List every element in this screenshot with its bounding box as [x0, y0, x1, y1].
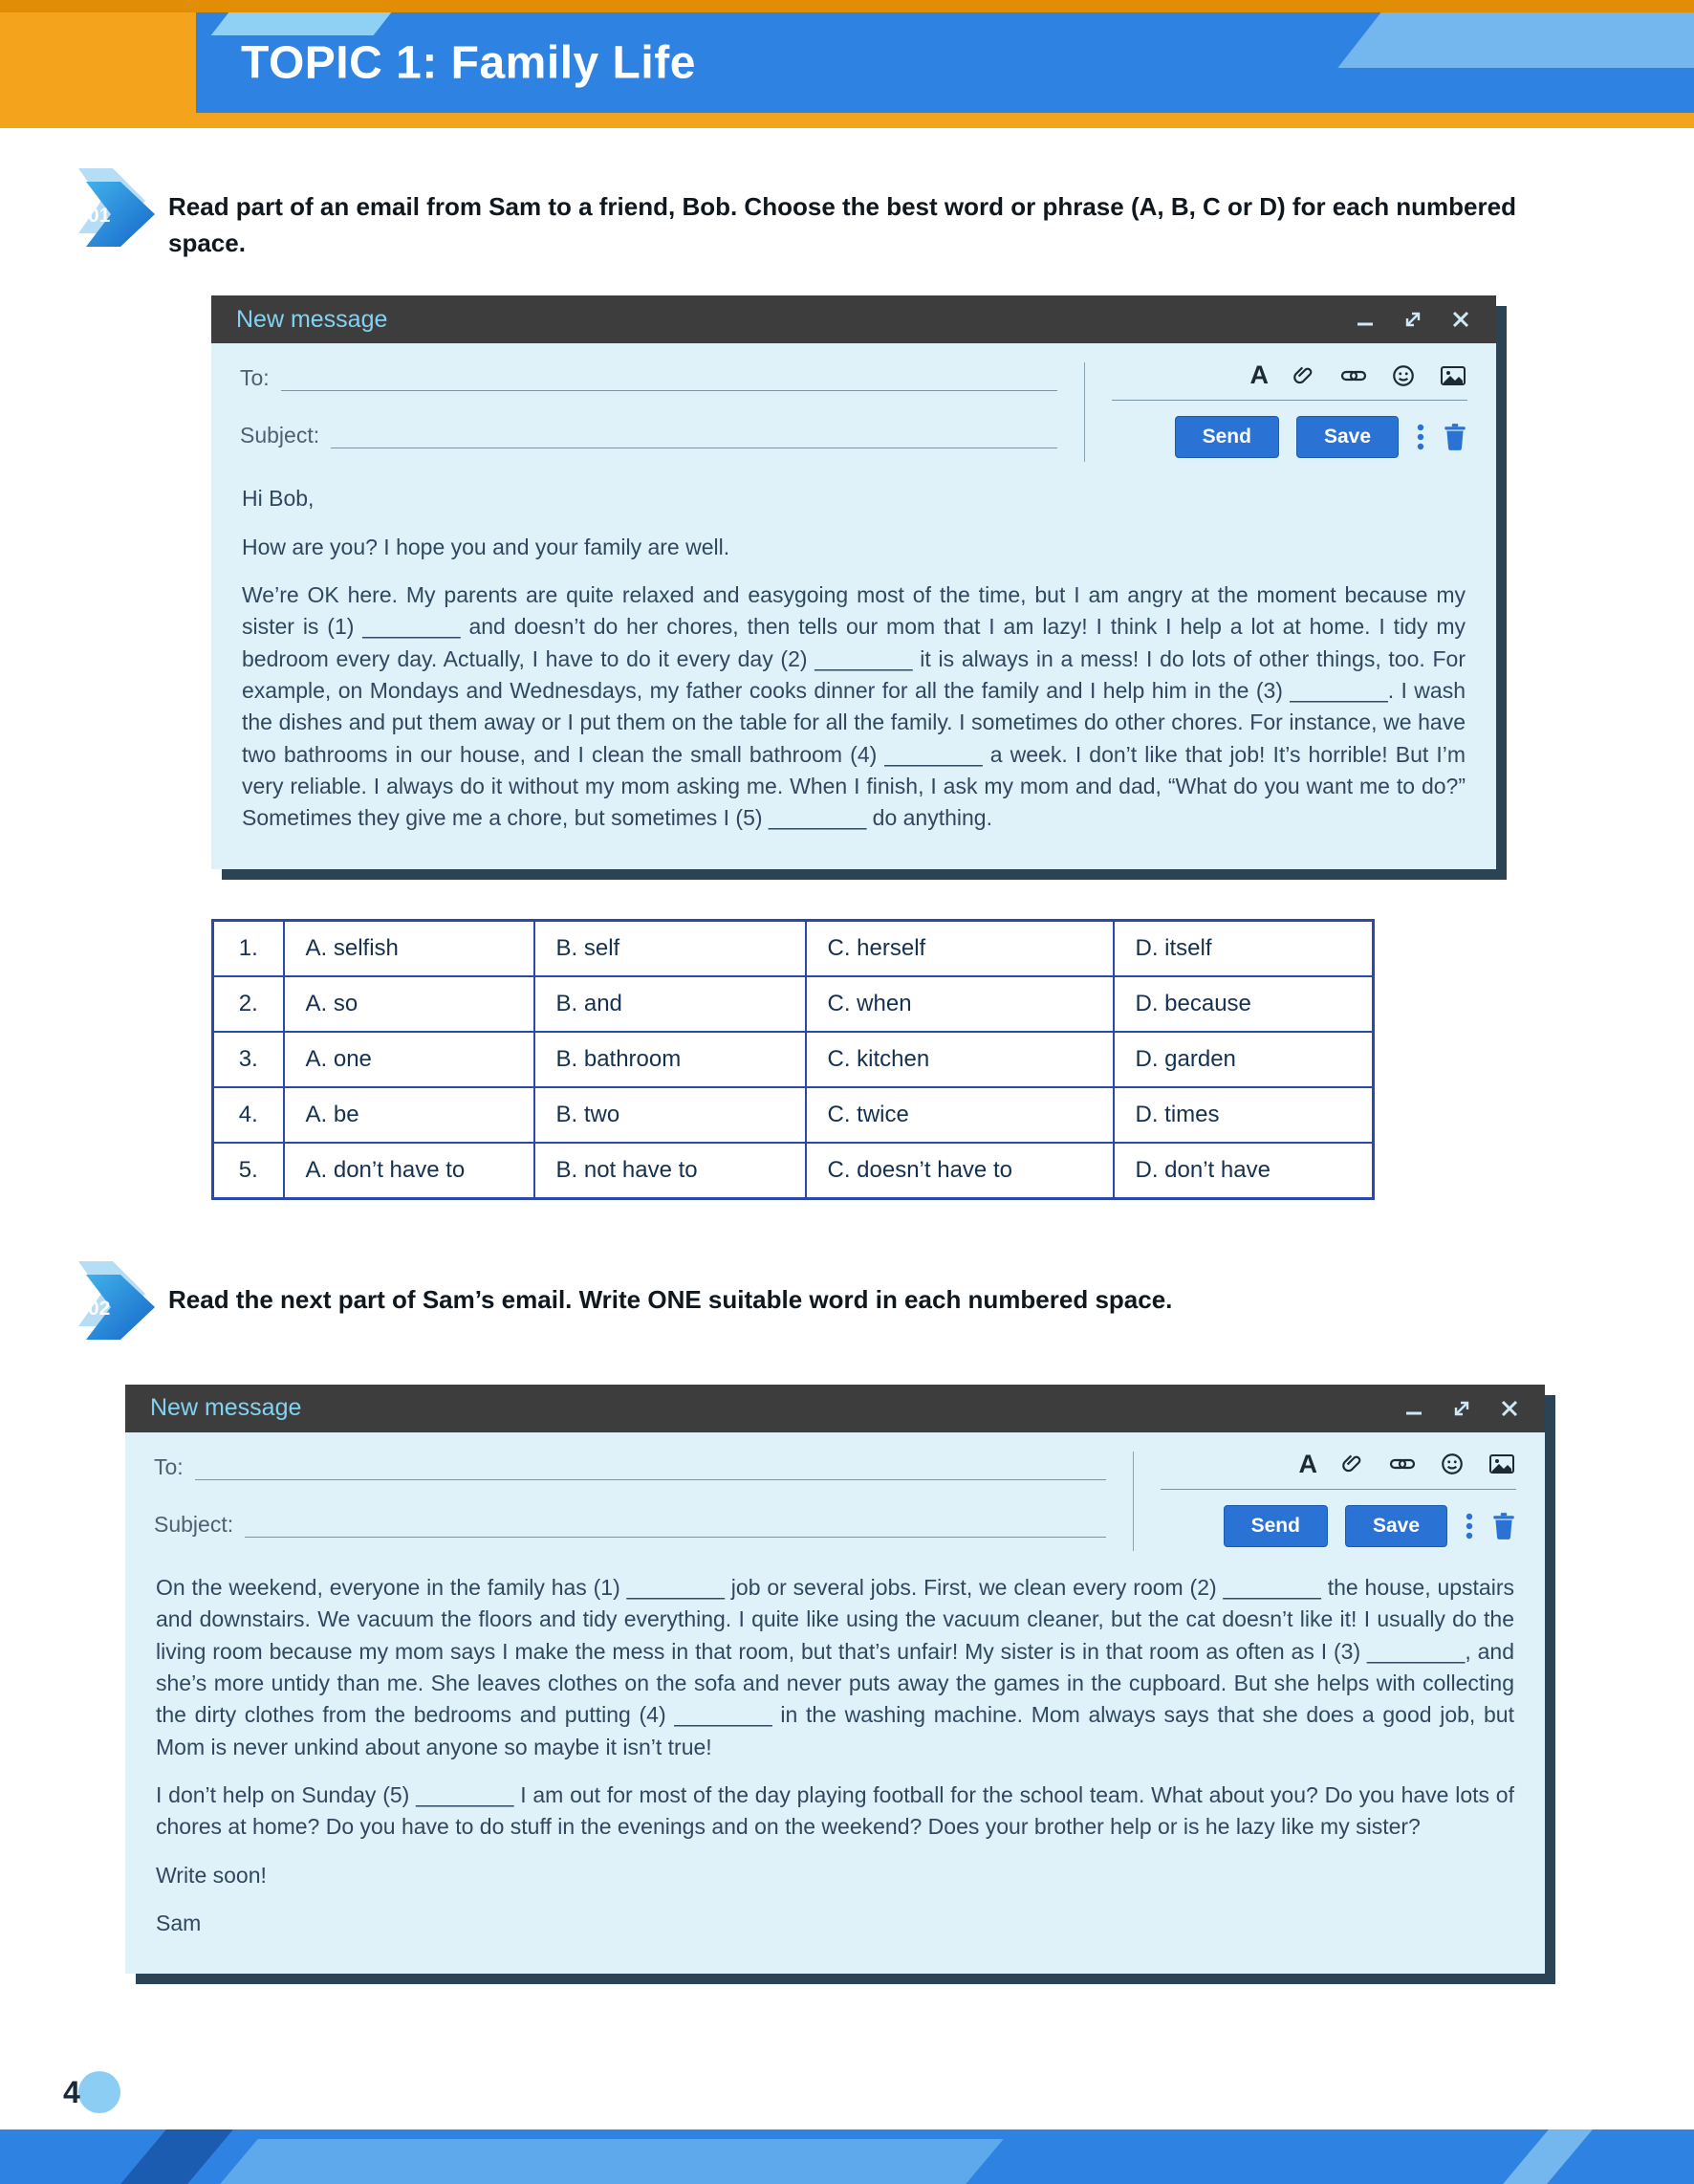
arrow-badge-icon	[73, 1257, 163, 1345]
to-label: To:	[154, 1453, 184, 1479]
send-button[interactable]: Send	[1224, 1505, 1328, 1547]
option-number: 3.	[213, 1032, 284, 1087]
to-input[interactable]	[281, 362, 1057, 391]
send-button[interactable]: Send	[1175, 416, 1279, 458]
option-cell: B. two	[534, 1087, 806, 1143]
header-top-strip	[0, 0, 1694, 12]
table-row	[213, 1032, 1374, 1087]
page-number	[63, 2075, 130, 2123]
option-number: 5.	[213, 1143, 284, 1199]
exercise-number: 02	[88, 1297, 111, 1320]
option-cell: C. kitchen	[806, 1032, 1114, 1087]
page-number-text: 4	[63, 2075, 80, 2109]
email-window-2	[125, 1385, 1545, 1974]
email-titlebar	[211, 295, 1496, 343]
email-body-2	[125, 1557, 1545, 1974]
table-row	[213, 920, 1374, 976]
subject-input[interactable]	[331, 420, 1057, 448]
option-cell: B. not have to	[534, 1143, 806, 1199]
exercise-1	[0, 186, 1694, 1200]
minimize-icon[interactable]	[1355, 309, 1376, 330]
table-row	[213, 976, 1374, 1032]
option-cell: A. so	[284, 976, 534, 1032]
email-window-title: New message	[150, 1394, 302, 1422]
email-paragraph: Hi Bob,	[242, 486, 315, 512]
option-cell: A. one	[284, 1032, 534, 1087]
page-title: TOPIC 1: Family Life	[241, 37, 696, 88]
email-paragraph: Write soon!	[156, 1862, 267, 1888]
exercise-number: 01	[88, 205, 111, 227]
email-paragraph: On the weekend, everyone in the family has (1) ________ job or several jobs. First, we clean every room (2) ________ the house, upstairs and downstairs. We vacuum the floors and tidy everything. I quite like using the vacuum cleaner, but the cat doesn’t like it! I usually do the living room because my mom says I make the mess in that room, but that’s unfair! My sister is in that room as often as I (3) ________, and she’s more untidy than me. She leaves clothes on the sofa and never puts away the games in the cupboard. But she helps with collecting the dirty clothes from the bedrooms and putting (4) ________ in the washing machine. Mom always says that she does a good job, but Mom is never unkind about anyone so maybe it isn’t true!	[156, 1574, 1514, 1759]
option-number: 2.	[213, 976, 284, 1032]
header-band	[0, 12, 1694, 113]
option-cell: A. selfish	[284, 920, 534, 976]
option-cell: C. twice	[806, 1087, 1114, 1143]
link-icon[interactable]	[1339, 365, 1368, 386]
header-accent-shape	[1337, 12, 1694, 68]
option-cell: D. because	[1114, 976, 1374, 1032]
more-options-icon[interactable]	[1416, 422, 1425, 452]
email-window-1	[211, 295, 1496, 868]
exercise-1-number-badge	[73, 164, 163, 257]
exercise-2-number-badge	[73, 1257, 163, 1350]
option-cell: A. don’t have to	[284, 1143, 534, 1199]
email-paragraph: We’re OK here. My parents are quite relaxed and easygoing most of the time, but I am angry at the moment because my sister is (1) ________ and doesn’t do her chores, then tells our mom that I am lazy! I think I help a lot at home. I tidy my bedroom every day. Actually, I have to do it every day (2) ________ it is always in a mess! I do lots of other things, too. For example, on Mondays and Wednesdays, my father cooks dinner for all the family and I help him in the (3) ________. I wash the dishes and put them away or I put them on the table for all the family. I sometimes do other chores. For instance, we have two bathrooms in our house, and I clean the small bathroom (4) ________ a week. I don’t like that job! It’s horrible! But I’m very reliable. I always do it without my mom asking me. When I finish, I ask my mom and dad, “What do you want me to do?” Sometimes they give me a chore, but sometimes I (5) ________ do anything.	[242, 582, 1466, 831]
save-button[interactable]: Save	[1296, 416, 1399, 458]
format-text-icon[interactable]: A	[1249, 360, 1269, 390]
trash-icon[interactable]	[1443, 423, 1467, 451]
email-titlebar	[125, 1385, 1545, 1432]
to-label: To:	[240, 365, 270, 391]
option-number: 1.	[213, 920, 284, 976]
emoji-icon[interactable]	[1440, 1452, 1465, 1476]
to-input[interactable]	[195, 1452, 1106, 1480]
attachment-icon[interactable]	[1340, 1452, 1365, 1476]
image-icon[interactable]	[1439, 364, 1467, 387]
option-cell: C. herself	[806, 920, 1114, 976]
close-icon[interactable]	[1450, 309, 1471, 330]
option-cell: C. when	[806, 976, 1114, 1032]
page-footer	[0, 2129, 1694, 2184]
footer-accent-shape	[220, 2139, 1003, 2184]
email-paragraph: How are you? I hope you and your family are well.	[242, 534, 730, 559]
image-icon[interactable]	[1488, 1452, 1516, 1475]
exercise-2-instruction: Read the next part of Sam’s email. Write ONE suitable word in each numbered space.	[168, 1284, 1173, 1314]
subject-label: Subject:	[240, 423, 320, 448]
options-table	[211, 919, 1375, 1200]
option-cell: B. bathroom	[534, 1032, 806, 1087]
footer-accent-shape	[1503, 2129, 1593, 2184]
table-row	[213, 1143, 1374, 1199]
exercise-1-instruction: Read part of an email from Sam to a friend, Bob. Choose the best word or phrase (A, B, C or D) for each numbered space.	[168, 192, 1516, 257]
format-text-icon[interactable]: A	[1298, 1449, 1317, 1478]
popout-icon[interactable]	[1451, 1398, 1472, 1419]
close-icon[interactable]	[1499, 1398, 1520, 1419]
emoji-icon[interactable]	[1391, 363, 1416, 388]
table-row	[213, 1087, 1374, 1143]
more-options-icon[interactable]	[1465, 1511, 1474, 1541]
email-body-1	[211, 468, 1496, 868]
option-cell: C. doesn’t have to	[806, 1143, 1114, 1199]
option-cell: B. self	[534, 920, 806, 976]
option-cell: B. and	[534, 976, 806, 1032]
option-cell: D. itself	[1114, 920, 1374, 976]
option-number: 4.	[213, 1087, 284, 1143]
link-icon[interactable]	[1388, 1453, 1417, 1474]
trash-icon[interactable]	[1491, 1512, 1516, 1540]
option-cell: D. don’t have	[1114, 1143, 1374, 1199]
page-number-circle	[78, 2071, 120, 2113]
arrow-badge-icon	[73, 164, 163, 252]
subject-label: Subject:	[154, 1511, 234, 1537]
save-button[interactable]: Save	[1345, 1505, 1447, 1547]
email-window-title: New message	[236, 305, 388, 333]
email-paragraph: Sam	[156, 1910, 202, 1935]
exercise-2	[0, 1278, 1694, 1974]
header-accent-shape	[211, 12, 392, 35]
option-cell: A. be	[284, 1087, 534, 1143]
option-cell: D. times	[1114, 1087, 1374, 1143]
popout-icon[interactable]	[1402, 309, 1423, 330]
subject-input[interactable]	[245, 1509, 1106, 1538]
minimize-icon[interactable]	[1403, 1398, 1424, 1419]
header-bottom-strip	[0, 113, 1694, 128]
footer-accent-shape	[120, 2129, 233, 2184]
option-cell: D. garden	[1114, 1032, 1374, 1087]
email-paragraph: I don’t help on Sunday (5) ________ I am out for most of the day playing football for the school team. What about you? Do you have lots of chores at home? Do you have to do stuff in the evenings and on the weekend? Does your brother help or is he lazy like my sister?	[156, 1781, 1514, 1840]
attachment-icon[interactable]	[1292, 363, 1316, 388]
page-header	[0, 0, 1694, 128]
